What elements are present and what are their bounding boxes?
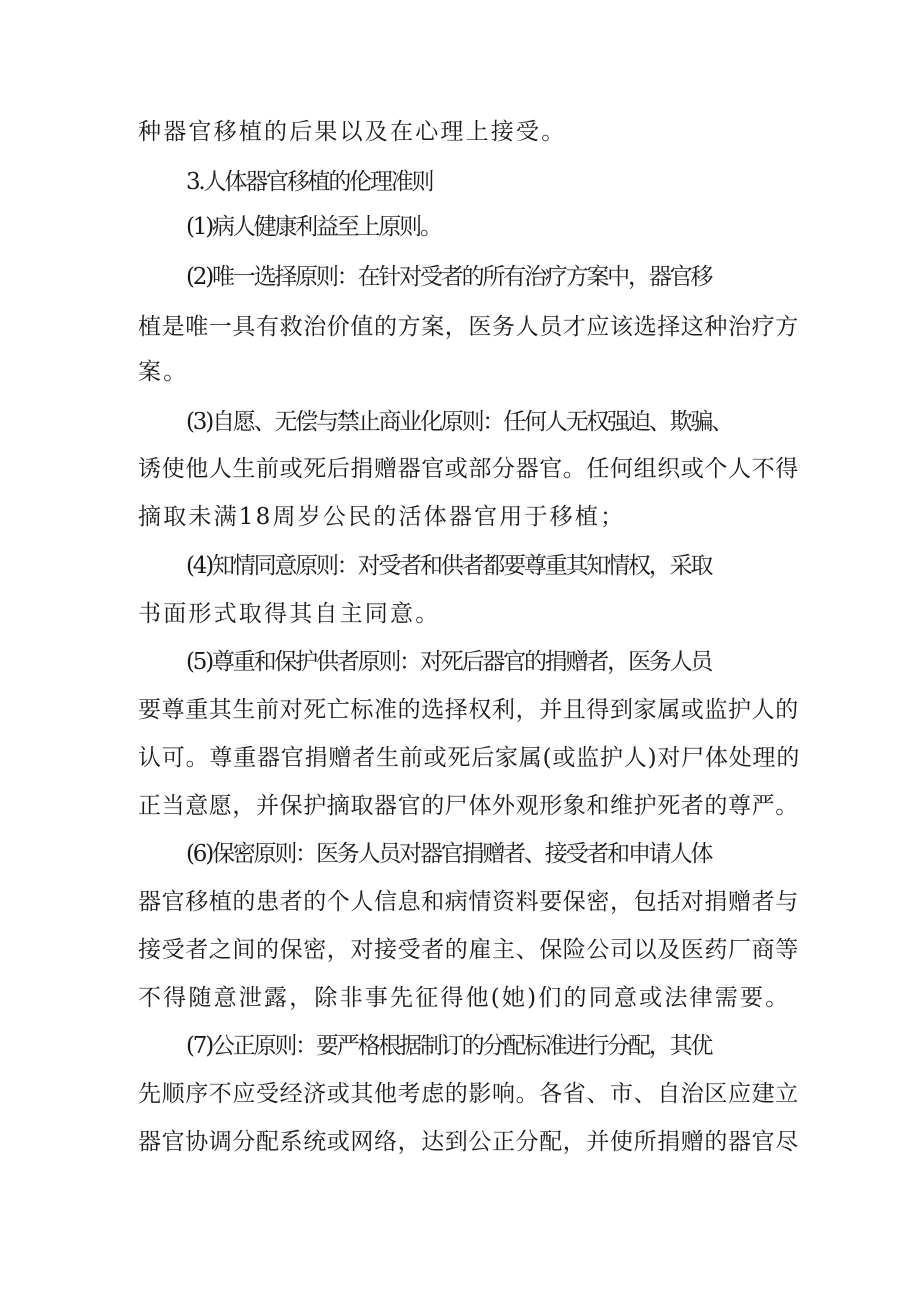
- text-line: (3)自愿、无偿与禁止商业化原则：任何人无权强迫、欺骗、: [186, 409, 732, 435]
- text-line: 接受者之间的保密，对接受者的雇主、保险公司以及医药厂商等: [138, 937, 799, 963]
- text-line: 先顺序不应受经济或其他考虑的影响。各省、市、自治区应建立: [138, 1081, 799, 1107]
- text-line: 诱使他人生前或死后捐赠器官或部分器官。任何组织或个人不得: [138, 456, 799, 482]
- text-line: 案。: [138, 359, 189, 385]
- text-line: (1)病人健康利益至上原则。: [186, 214, 441, 240]
- section-heading: 3.人体器官移植的伦理准则: [186, 169, 433, 195]
- text-line: 摘取未满18周岁公民的活体器官用于移植；: [138, 504, 626, 530]
- text-line: 不得随意泄露，除非事先征得他(她)们的同意或法律需要。: [138, 985, 791, 1011]
- text-line: 书面形式取得其自主同意。: [138, 601, 441, 627]
- text-line: (6)保密原则：医务人员对器官捐赠者、接受者和申请人体: [186, 841, 712, 867]
- text-line: 种器官移植的后果以及在心理上接受。: [138, 119, 567, 145]
- text-line: 要尊重其生前对死亡标准的选择权利，并且得到家属或监护人的: [138, 697, 799, 723]
- text-line: (2)唯一选择原则：在针对受者的所有治疗方案中，器官移: [186, 264, 712, 290]
- text-line: (5)尊重和保护供者原则：对死后器官的捐赠者，医务人员: [186, 649, 712, 675]
- text-line: (7)公正原则：要严格根据制订的分配标准进行分配，其优: [186, 1033, 712, 1059]
- text-line: 正当意愿，并保护摘取器官的尸体外观形象和维护死者的尊严。: [138, 793, 799, 819]
- text-line: (4)知情同意原则：对受者和供者都要尊重其知情权，采取: [186, 553, 712, 579]
- text-line: 器官移植的患者的个人信息和病情资料要保密，包括对捐赠者与: [138, 889, 799, 915]
- text-line: 器官协调分配系统或网络，达到公正分配，并使所捐赠的器官尽: [138, 1129, 799, 1155]
- text-line: 植是唯一具有救治价值的方案，医务人员才应该选择这种治疗方: [138, 314, 799, 340]
- text-line: 认可。尊重器官捐赠者生前或死后家属(或监护人)对尸体处理的: [138, 745, 801, 771]
